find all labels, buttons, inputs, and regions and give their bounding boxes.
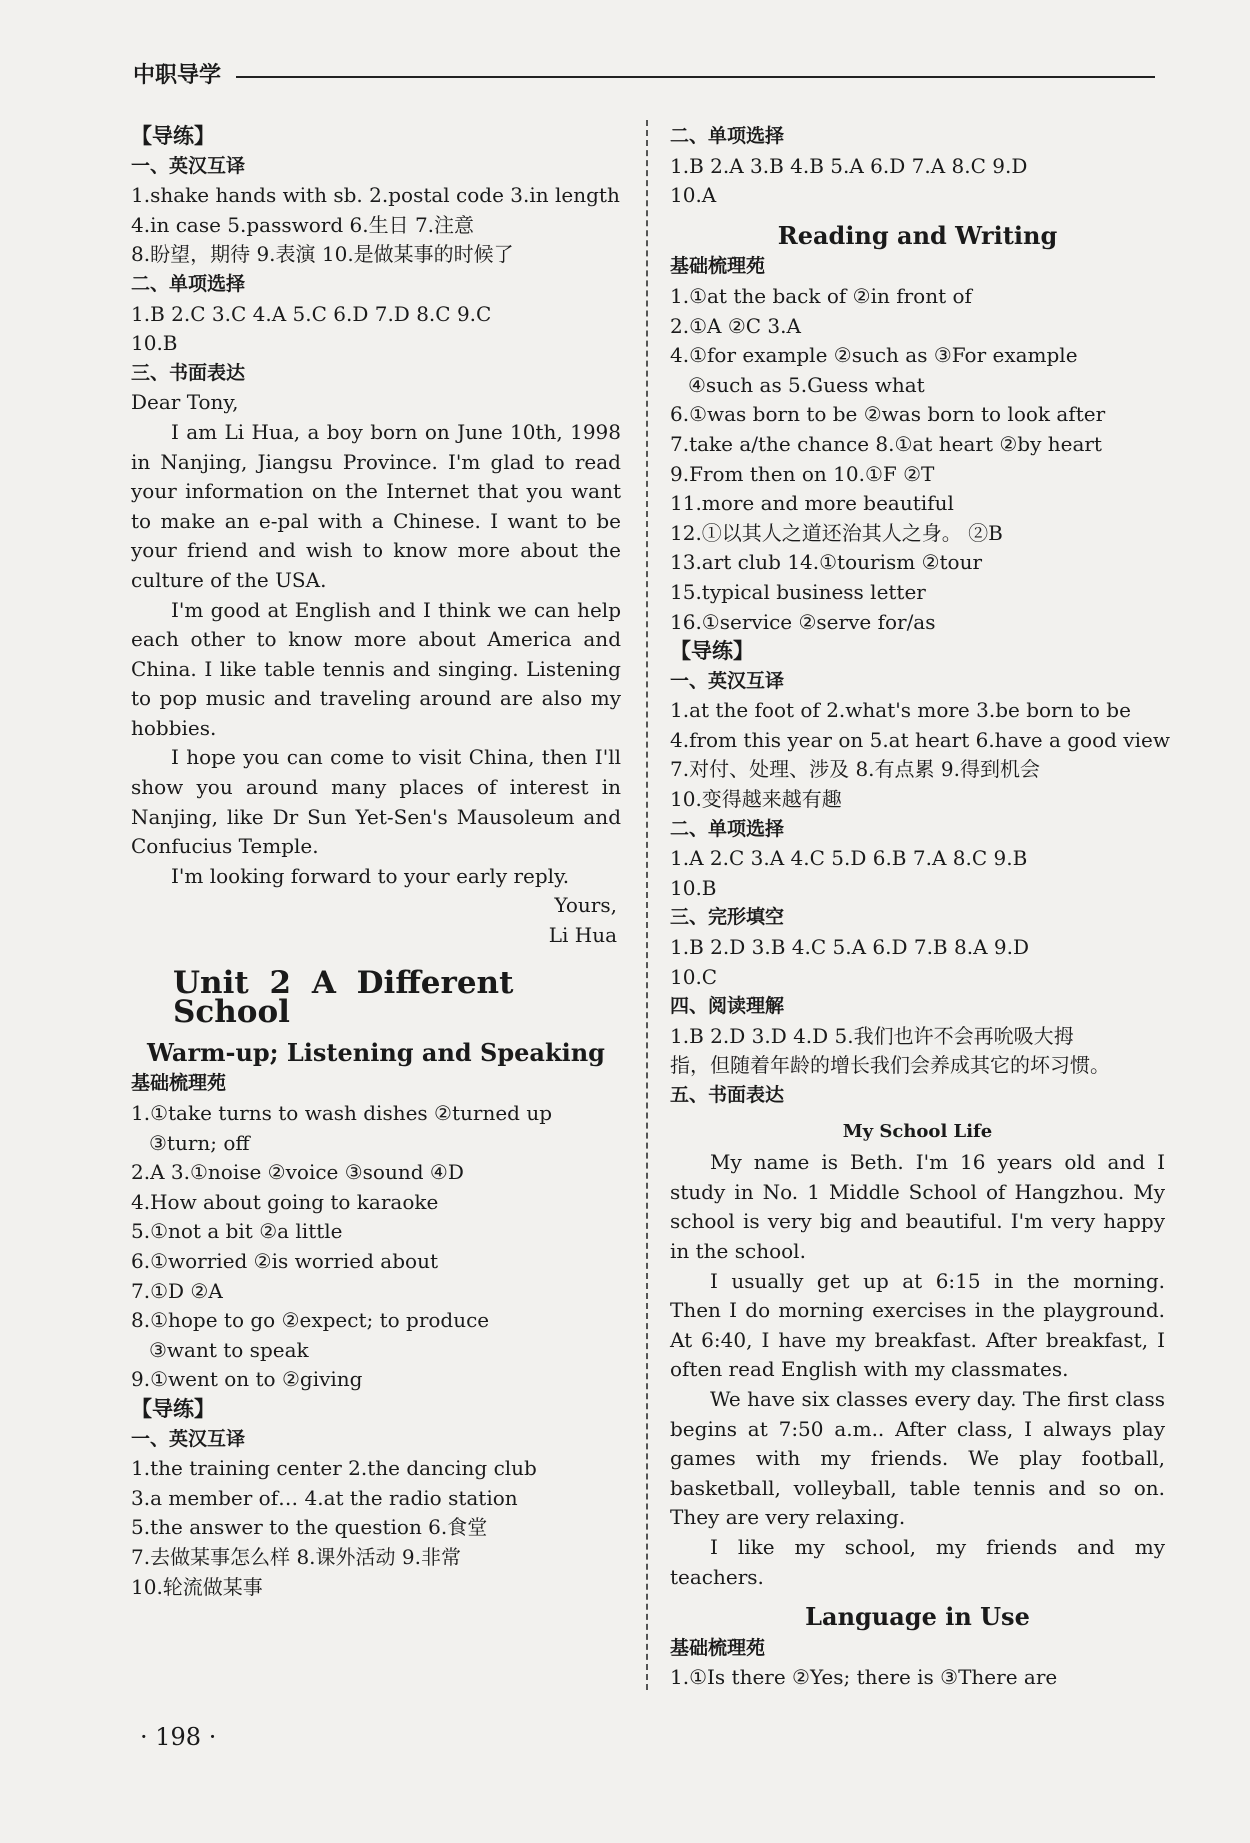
sect-title-text: Warm-up; Listening and Speaking (147, 1037, 605, 1067)
line-text: 6.①was born to be ②was born to look after (670, 402, 1106, 427)
line-text: 10.C (670, 964, 718, 989)
sec-text: 【导练】 (131, 1396, 215, 1421)
header-rule (236, 76, 1155, 78)
line-text: 9.①went on to ②giving (131, 1367, 363, 1392)
line-text: 4.How about going to karaoke (131, 1189, 439, 1214)
para-text: I like my school, my friends and my teachers. (670, 1534, 1165, 1589)
essay-title-text: My School Life (842, 1120, 993, 1142)
sig-text: Yours, (554, 893, 617, 918)
para-text: My name is Beth. I'm 16 years old and I study in No. 1 Middle School of Hangzhou. My school is very big and beautiful. I'm very happy in the school. (670, 1150, 1165, 1263)
line-text: 10.B (670, 875, 717, 900)
line-text: 10.B (131, 331, 178, 356)
line-text: 1.①take turns to wash dishes ②turned up (131, 1101, 553, 1125)
running-header: 中职导学 (133, 63, 222, 88)
sub-text: 基础梳理苑 (131, 1072, 227, 1095)
line-text: 15.typical business letter (670, 579, 926, 604)
line-text: 1.B 2.D 3.B 4.C 5.A 6.D 7.B 8.A 9.D (670, 935, 1029, 960)
right-column (670, 122, 1170, 1693)
para-text: I usually get up at 6:15 in the morning. Then I do morning exercises in the playground. At 6:40, I have my breakfast. After breakfast, I often read English with my classmates. (670, 1268, 1165, 1382)
line-text: 1.shake hands with sb. 2.postal code 3.in length (131, 183, 620, 208)
sect-title-text: Language in Use (805, 1602, 1030, 1632)
line-text: 7.take a/the chance 8.①at heart ②by heart (670, 431, 1102, 456)
para-text: I hope you can come to visit China, then I'll show you around many places of interest in Nanjing, like Dr Sun Yet-Sen's Mausoleum and Confucius Temple. (131, 745, 621, 859)
sub-text: 一、英汉互译 (131, 1427, 246, 1450)
line-text: 8.①hope to go ②expect; to produce (131, 1308, 490, 1333)
sub-text: 二、单项选择 (131, 272, 246, 295)
sub-text: 三、完形填空 (670, 906, 785, 929)
line-text: 3.a member of… 4.at the radio station (131, 1485, 518, 1510)
line-text: 16.①service ②serve for/as (670, 609, 936, 634)
line-text: 1.at the foot of 2.what's more 3.be born to be (670, 698, 1131, 723)
unit-title-text: Unit 2 A Different School (173, 964, 514, 1031)
line-text: 2.A 3.①noise ②voice ③sound ④D (131, 1160, 464, 1185)
line-text: 1.B 2.A 3.B 4.B 5.A 6.D 7.A 8.C 9.D (670, 153, 1028, 178)
line-text: 7.对付、处理、涉及 8.有点累 9.得到机会 (670, 757, 1040, 782)
para-text: We have six classes every day. The first class begins at 7:50 a.m.. After class, I always play games with my friends. We play football, basketball, volleyball, table tennis and so on. They are very relaxing. (670, 1386, 1165, 1530)
page-number: · 198 · (140, 1723, 217, 1751)
line-text: 9.From then on 10.①F ②T (670, 461, 935, 486)
line-text: ③turn; off (149, 1130, 250, 1155)
sub-text: 五、书面表达 (670, 1084, 785, 1106)
line-text: 11.more and more beautiful (670, 491, 954, 516)
line-text: 4.①for example ②such as ③For example (670, 343, 1078, 368)
para-text: I am Li Hua, a boy born on June 10th, 1998 in Nanjing, Jiangsu Province. I'm glad to read your information on the Internet that you want to make an e-pal with a Chinese. I want to be your friend and wish to know more about the culture of the USA. (131, 419, 621, 592)
sub-text: 基础梳理苑 (670, 255, 766, 278)
line-text: 10.轮流做某事 (131, 1574, 263, 1599)
line-text: Dear Tony, (131, 390, 239, 415)
para-text: I'm good at English and I think we can help each other to know more about America and China. I like table tennis and singing. Listening to pop music and traveling around are also my hobbies. (131, 597, 621, 740)
column-divider (646, 120, 648, 1690)
line-text: 1.A 2.C 3.A 4.C 5.D 6.B 7.A 8.C 9.B (670, 846, 1028, 871)
sub-text: 一、英汉互译 (131, 154, 246, 177)
sub-text: 二、单项选择 (670, 125, 785, 147)
line-text: 12.①以其人之道还治其人之身。 ②B (670, 520, 1003, 545)
sub-text: 二、单项选择 (670, 817, 785, 840)
sub-text: 一、英汉互译 (670, 669, 785, 692)
sub-text: 四、阅读理解 (670, 995, 785, 1018)
sub-text: 三、书面表达 (131, 361, 246, 384)
line-text: 1.B 2.C 3.C 4.A 5.C 6.D 7.D 8.C 9.C (131, 301, 492, 326)
line-text: ③want to speak (149, 1337, 309, 1362)
line-text: 1.the training center 2.the dancing club (131, 1456, 537, 1481)
sec-text: 【导练】 (131, 124, 215, 148)
line-text: 2.①A ②C 3.A (670, 313, 801, 338)
line-text: 6.①worried ②is worried about (131, 1248, 438, 1273)
left-column (131, 122, 621, 1602)
para-text: I'm looking forward to your early reply. (171, 863, 570, 888)
sig-text: Li Hua (548, 923, 617, 948)
line-text: 7.①D ②A (131, 1278, 223, 1303)
line-text: 1.①Is there ②Yes; there is ③There are (670, 1665, 1058, 1690)
sect-title-text: Reading and Writing (777, 220, 1058, 250)
line-text: 指，但随着年龄的增长我们会养成其它的坏习惯。 (670, 1053, 1110, 1078)
line-text: 8.盼望，期待 9.表演 10.是做某事的时候了 (131, 242, 514, 267)
line-text: ④such as 5.Guess what (688, 372, 925, 397)
line-text: 5.①not a bit ②a little (131, 1219, 343, 1244)
line-text: 1.①at the back of ②in front of (670, 283, 972, 308)
sub-text: 基础梳理苑 (670, 1636, 766, 1659)
line-text: 4.from this year on 5.at heart 6.have a good view (670, 727, 1170, 752)
line-text: 10.A (670, 183, 717, 208)
sec-text: 【导练】 (670, 639, 754, 664)
line-text: 13.art club 14.①tourism ②tour (670, 550, 983, 575)
line-text: 4.in case 5.password 6.生日 7.注意 (131, 212, 475, 237)
line-text: 5.the answer to the question 6.食堂 (131, 1515, 488, 1540)
line-text: 1.B 2.D 3.D 4.D 5.我们也许不会再吮吸大拇 (670, 1023, 1074, 1048)
line-text: 10.变得越来越有趣 (670, 787, 842, 812)
line-text: 7.去做某事怎么样 8.课外活动 9.非常 (131, 1544, 461, 1569)
